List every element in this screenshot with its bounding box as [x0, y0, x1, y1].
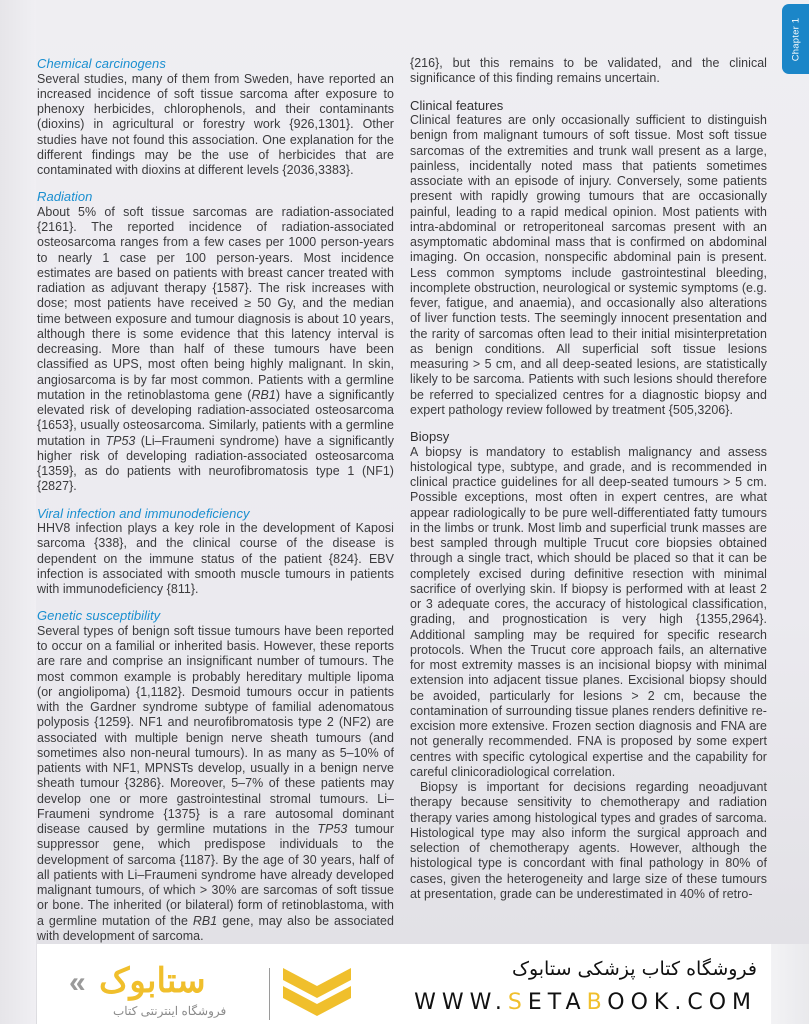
- section-chemical-carcinogens: [37, 56, 394, 178]
- text-run: tumour suppressor gene, which predispose individuals to the development of sarcoma {1187}. By the age of 30 years, half of all patients with Li–Fraumeni syndrome have already developed malignant tumours, of which > 30% are sarcomas of soft tissue or bone. The inherited (or bilateral) form of retinoblastoma, with a germline mutation of the: [37, 822, 395, 928]
- section-genetic-susceptibility: [37, 608, 394, 944]
- gene-name: TP53: [105, 433, 136, 448]
- section-clinical-features: [410, 98, 767, 419]
- section-heading: Genetic susceptibility: [37, 608, 161, 624]
- url-accent: S: [507, 990, 528, 1015]
- chapter-tab-label: Chapter 1: [790, 17, 801, 61]
- url-text: OOK.COM: [607, 990, 757, 1015]
- url-text: WWW.: [414, 990, 508, 1015]
- gene-name: RB1: [192, 913, 218, 928]
- paragraph: A biopsy is mandatory to establish malignancy and assess histological type, subtype, and grade, and is recommended in clinical practice guidelines for all deep-seated tumours > 5 cm. Possible exceptions, most often in expert centres, are what appear radiologically to be pure well-differentiated fatty tumours in the limbs or trunk. Most limb and superficial trunk masses are best sampled through multiple Trucut core biopsies obtained through a single tract, which should be placed so that it can be completely excised during definitive resection with minimal sacrifice of overlying skin. If biopsy is performed with at least 2 or 3 adequate cores, the accuracy of histological classification, grading, and prognostication is very high {1355,2964}. Additional sampling may be required for specific research protocols. When the Trucut core approach fails, an alternative for most extremity masses is an incisional biopsy with minimal extension into adjacent tissue planes. Excisional biopsy should be avoided, particularly for lesions > 2 cm, because the contamination of surrounding tissue planes renders definitive re-excision more extensive. Frozen section diagnosis and FNA are not generally recommended. FNA is proposed by some expert centres with specific cytological expertise and the capability for careful clinicoradiological correlation.: [410, 444, 767, 779]
- section-heading: Viral infection and immunodeficiency: [37, 505, 250, 521]
- store-url: [414, 990, 757, 1015]
- url-accent: B: [586, 990, 608, 1015]
- paragraph: [37, 624, 394, 944]
- store-name: فروشگاه کتاب پزشکی ستابوک: [511, 958, 757, 980]
- text-run: About 5% of soft tissue sarcomas are radiation-associated {2161}. The reported incidence of radiation-associated osteosarcoma ranges from a few cases per 1000 person-years to nearly 1 case per 100 person-years. Most incidence estimates are based on patients with breast cancer treated with radiation as adjuvant therapy {1587}. The risk increases with dose; most patients have received ≥ 50 Gy, and the median time between exposure and tumour diagnosis is about 10 years, although there is some evidence that this latency interval is decreasing. More than half of these tumours have been classified as UPS, most often being highly malignant. In skin, angiosarcoma is by far most common. Patients with a germline mutation in the retinoblastoma gene (: [37, 204, 394, 402]
- paragraph: Biopsy is important for decisions regarding neoadjuvant therapy because sensitivity to chemotherapy and radiation therapy varies among histological types and grades of sarcoma. Histological type may also inform the surgical approach and selection of chemotherapy agents. However, although the histological type is concordant with final pathology in 80% of cases, given the heterogeneity and large size of these tumours at presentation, grade can be underestimated in 40% of retro-: [410, 780, 767, 901]
- chevron-emblem-icon: [281, 964, 353, 1020]
- continuation-paragraph: [410, 56, 767, 87]
- paragraph: Several studies, many of them from Sweden, have reported an increased incidence of soft tissue sarcoma after exposure to phenoxy herbicides, chlorophenols, and their contaminants (dioxins) in agricultural or forestry work {926,1301}. Other studies have not found this association. One explanation for the different findings may be the use of herbicides that are contaminated with dioxins at different levels {2036,3383}.: [37, 71, 394, 177]
- url-text: ETA: [527, 990, 587, 1015]
- section-heading: Clinical features: [410, 97, 504, 113]
- text-run: Several types of benign soft tissue tumours have been reported to occur on a familial or inherited basis. However, these reports are rare and comprise an insignificant number of tumours. The most common example is probably hereditary multiple lipoma (or angiolipoma) {1,1182}. Desmoid tumours occur in patients with the Gardner syndrome subtype of familial adenomatous polyposis {1259}. NF1 and neurofibromatosis type 2 (NF2) are associated with multiple benign nerve sheath tumours (and sometimes also non-neural tumours). In as many as 5–10% of patients with NF1, MPNSTs develop, usually in a benign nerve sheath tumour {3286}. Moreover, 5–7% of these patients may develop one or more gastrointestinal stromal tumours. Li–Fraumeni syndrome {1375} is a rare autosomal dominant disease caused by germline mutations in the: [37, 623, 394, 836]
- right-column: [410, 56, 767, 913]
- page-gutter-shade: [0, 0, 36, 1024]
- logo-subtitle: فروشگاه اینترنتی کتاب: [113, 1004, 227, 1018]
- page-edge-shade: [771, 944, 809, 1024]
- section-heading: Biopsy: [410, 429, 450, 444]
- text-run: ) have a significantly elevated risk of developing radiation-associated osteosarcoma {1653}, usually osteosarcoma. Similarly, patients with a germline mutation in: [37, 387, 394, 448]
- section-heading: Chemical carcinogens: [37, 56, 166, 71]
- section-viral-infection: [37, 506, 394, 598]
- double-chevron-icon: «: [69, 966, 86, 999]
- paragraph: {216}, but this remains to be validated, and the clinical significance of this finding remains uncertain.: [410, 56, 767, 86]
- section-heading: Radiation: [37, 189, 93, 205]
- gene-name: TP53: [317, 822, 348, 836]
- section-radiation: [37, 189, 394, 494]
- text-run: (Li–Fraumeni syndrome) have a significantly higher risk of developing radiation-associated osteosarcoma {1359}, as do patients with neurofibromatosis type 1 (NF1) {2827}.: [37, 433, 394, 494]
- logo-divider: [269, 968, 270, 1020]
- paragraph: Clinical features are only occasionally sufficient to distinguish benign from malignant tumours of soft tissue. Most soft tissue sarcomas of the extremities and trunk wall present as a large, painless, incidentally noted mass that patients sometimes associate with an episode of injury. Conversely, some patients present with rapidly growing tumours that are occasionally painful, leading to a rapid medical opinion. Most patients with intra-abdominal or retroperitoneal sarcomas present with an asymptomatic abdominal mass that is confirmed on abdominal imaging. On occasion, nonspecific abdominal pain is present. Less common symptoms include gastrointestinal bleeding, incomplete obstruction, neurological or systemic symptoms (e.g. fever, fatigue, and anaemia), and occasionally also alterations of liver function tests. The seemingly innocent presentation and the rarity of sarcomas often lead to their initial misinterpretation as benign conditions. All superficial soft tissue lesions measuring > 5 cm, and all deep-seated lesions, are statistically likely to be sarcoma. Patients with such lesions should therefore be referred to specialized centres for a diagnostic biopsy and expert pathology review followed by treatment {505,3206}.: [410, 113, 767, 417]
- chapter-tab: [782, 4, 809, 74]
- gene-name: RB1: [251, 387, 276, 402]
- text-run: gene, may also be associated with development of sarcoma.: [37, 913, 394, 943]
- left-column: [37, 56, 394, 955]
- watermark-banner: [37, 944, 771, 1024]
- logo-wordmark: ستابوک: [99, 962, 206, 1000]
- paragraph: HHV8 infection plays a key role in the development of Kaposi sarcoma {338}, and the clinical course of the disease is dependent on the immune status of the patient {824}. EBV infection is associated with smooth muscle tumours in patients with immunodeficiency {811}.: [37, 521, 394, 596]
- book-page: [37, 56, 767, 943]
- section-biopsy: [410, 429, 767, 902]
- store-logo: [69, 962, 369, 1022]
- paragraph: [37, 205, 394, 495]
